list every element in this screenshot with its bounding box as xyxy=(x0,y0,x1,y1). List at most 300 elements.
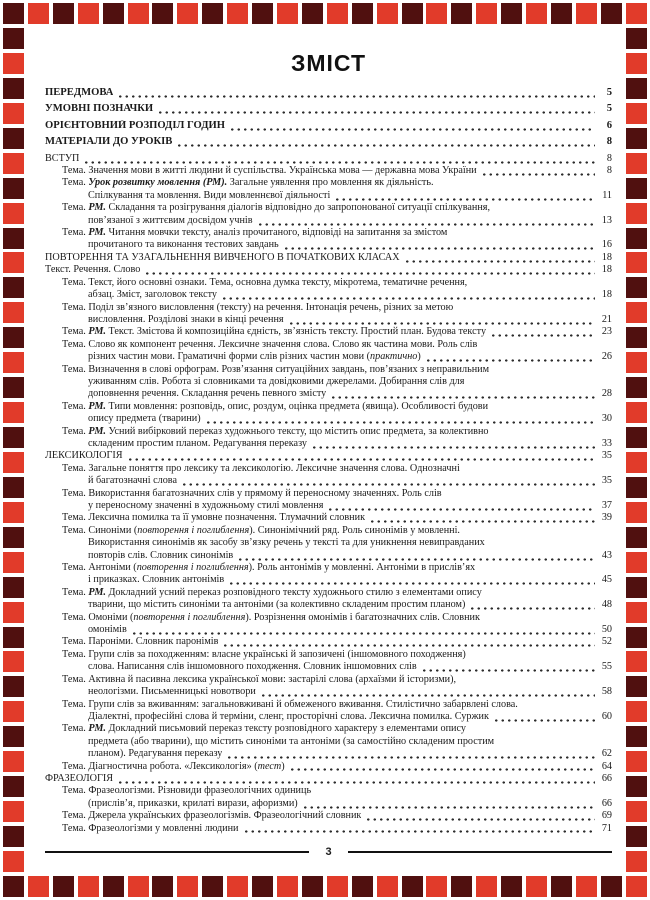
border-square xyxy=(327,876,348,897)
border-square xyxy=(626,153,647,174)
toc-entry-text: пов’язаної з життєвим досвідом учнів xyxy=(88,214,253,226)
toc-entry-text: предмета (або тварини), що містить синоніми та антоніми (за самостійно складеним простим xyxy=(88,735,495,747)
border-square xyxy=(227,876,248,897)
border-square xyxy=(78,876,99,897)
page-number: 39 xyxy=(601,512,612,524)
border-square xyxy=(626,577,647,598)
page-number: 55 xyxy=(601,661,612,673)
toc-entry xyxy=(45,153,612,165)
toc-line xyxy=(45,525,612,537)
border-square xyxy=(526,876,547,897)
border-square xyxy=(202,3,223,24)
toc-entry-text: Тема. Діагностична робота. «Лексикологія» (тест) xyxy=(62,760,285,772)
border-square xyxy=(626,178,647,199)
border-square xyxy=(277,876,298,897)
toc-entry-text: (прислів’я, приказки, крилаті вирази, афоризми) xyxy=(88,797,298,809)
toc-line xyxy=(45,252,612,264)
border-square xyxy=(3,402,24,423)
dot-leader xyxy=(181,477,595,487)
border-square xyxy=(626,302,647,323)
toc-entry-text: Тема. РМ. Докладний усний переказ розповідного тексту художнього стилю з елементами опису xyxy=(62,586,482,598)
border-square xyxy=(3,277,24,298)
border-square xyxy=(626,826,647,847)
toc-entry-text: Тема. РМ. Складання та розігрування діалогів відповідно до запропонованої ситуації спілкування, xyxy=(62,202,491,214)
toc-entry-text: Тема. РМ. Текст. Змістова й композиційна єдність, зв’язність тексту. Простий план. Будова тексту xyxy=(62,326,487,338)
toc-entry-text: Тема. Синоніми (повторення і поглиблення). Синонімічний ряд. Роль синонімів у мовленні. xyxy=(62,524,460,536)
border-square xyxy=(501,876,522,897)
page-number: 37 xyxy=(601,500,612,511)
border-left xyxy=(3,28,24,872)
toc-entry xyxy=(45,364,612,401)
toc-line xyxy=(45,810,612,822)
border-square xyxy=(576,876,597,897)
border-square xyxy=(551,876,572,897)
toc-entry xyxy=(45,761,612,773)
page-content xyxy=(45,26,612,835)
border-square xyxy=(3,602,24,623)
page-number: 35 xyxy=(601,450,612,462)
border-square xyxy=(626,627,647,648)
toc-entry xyxy=(45,636,612,648)
toc-entry-text: Тема. Антоніми (повторення і поглиблення). Роль антонімів у мовленні. Антоніми в прислів’ях xyxy=(62,562,476,574)
border-square xyxy=(626,602,647,623)
tema-label: Тема. xyxy=(62,326,89,338)
page-number: 5 xyxy=(606,103,612,115)
toc-entry-text: Тема. Джерела українських фразеологізмів. Фразеологічний словник xyxy=(62,810,362,822)
page-number: 16 xyxy=(601,239,612,251)
toc-line xyxy=(45,376,612,388)
toc-entry-text: Тема. Визначення в слові орфограм. Розв’язання ситуаційних завдань, пов’язаних з неправильним xyxy=(62,363,490,375)
border-square xyxy=(626,28,647,49)
toc-entry xyxy=(45,326,612,338)
toc-entry-text: ФРАЗЕОЛОГІЯ xyxy=(45,772,114,784)
border-square xyxy=(3,28,24,49)
toc-line xyxy=(45,364,612,376)
dot-leader xyxy=(289,763,595,773)
border-square xyxy=(3,3,24,24)
tema-label: Тема. xyxy=(62,165,89,177)
page-footer xyxy=(45,846,612,858)
border-square xyxy=(3,477,24,498)
tema-label: Тема. xyxy=(62,512,89,524)
border-square xyxy=(3,552,24,573)
toc-entry-text: повторів слів. Словник синонімів xyxy=(88,549,234,561)
toc-entry-text: у переносному значенні в художньому стилі мовлення xyxy=(88,500,324,511)
page-number: 69 xyxy=(601,810,612,822)
dot-leader xyxy=(260,688,595,698)
toc-entry xyxy=(45,785,612,810)
dot-leader xyxy=(83,155,595,165)
toc-entry xyxy=(45,264,612,276)
toc-entry xyxy=(45,401,612,426)
page-number: 13 xyxy=(601,214,612,226)
toc-line xyxy=(45,202,612,214)
toc-entry-text: Тема. Використання багатозначних слів у прямому й переносному значеннях. Роль слів xyxy=(62,487,442,499)
toc-line xyxy=(45,450,612,462)
border-square xyxy=(177,3,198,24)
dot-leader xyxy=(302,800,595,810)
border-square xyxy=(626,103,647,124)
toc-line xyxy=(45,401,612,413)
dot-leader xyxy=(176,138,595,149)
toc-entry-text: Тема. Лексична помилка та її умовне позначення. Тлумачний словник xyxy=(62,512,366,524)
page-number: 48 xyxy=(601,599,612,611)
page-number: 33 xyxy=(601,437,612,449)
border-square xyxy=(3,352,24,373)
toc-line xyxy=(45,87,612,99)
toc-entry-text: Спілкування та мовлення. Види мовленнєвої діяльності xyxy=(88,189,331,201)
border-square xyxy=(202,876,223,897)
tema-label: Тема. xyxy=(62,673,89,685)
tema-label: Тема. xyxy=(62,276,89,288)
toc-line xyxy=(45,699,612,711)
dot-leader xyxy=(288,316,595,326)
tema-label: Тема. xyxy=(62,648,89,660)
border-square xyxy=(451,876,472,897)
border-square xyxy=(626,78,647,99)
toc-entry xyxy=(45,463,612,488)
toc-line xyxy=(45,649,612,661)
toc-line xyxy=(45,388,612,400)
border-square xyxy=(626,277,647,298)
dot-leader xyxy=(369,515,595,525)
page-number: 45 xyxy=(601,574,612,586)
toc-entry-text: різних частин мови. Граматичні форми слів різних частин мови (практично) xyxy=(88,351,421,363)
tema-label: Тема. xyxy=(62,425,89,437)
toc-line xyxy=(45,326,612,338)
border-square xyxy=(28,3,49,24)
tema-label: Тема. xyxy=(62,487,89,499)
toc-line xyxy=(45,624,612,636)
border-square xyxy=(626,651,647,672)
border-square xyxy=(3,103,24,124)
toc-line xyxy=(45,339,612,351)
footer-rule-left xyxy=(45,851,309,853)
dot-leader xyxy=(327,502,595,512)
toc-entry-text: Тема. РМ. Усний вибірковий переказ художнього тексту, що містить опис предмета, за колективно xyxy=(62,425,489,437)
toc-entry-text: УМОВНІ ПОЗНАЧКИ xyxy=(45,103,154,115)
border-square xyxy=(3,327,24,348)
page-number: 35 xyxy=(601,475,612,487)
toc-entry xyxy=(45,773,612,785)
toc-line xyxy=(45,773,612,785)
page-number: 18 xyxy=(601,264,612,276)
border-square xyxy=(53,876,74,897)
tema-label: Тема. xyxy=(62,586,89,598)
border-square xyxy=(3,776,24,797)
border-square xyxy=(626,427,647,448)
page-number: 50 xyxy=(601,624,612,636)
border-square xyxy=(128,3,149,24)
border-square xyxy=(3,452,24,473)
tema-label: Тема. xyxy=(62,698,89,710)
toc-entry xyxy=(45,823,612,835)
toc-entry-text: неологізми. Письменницькі новотвори xyxy=(88,686,256,698)
border-square xyxy=(3,577,24,598)
toc-line xyxy=(45,761,612,773)
toc-entry-text: Тема. Поділ зв’язного висловлення (тексту) на речення. Інтонація речень, різних за метою xyxy=(62,301,454,313)
dot-leader xyxy=(229,122,595,133)
toc-entry-text: абзац. Зміст, заголовок тексту xyxy=(88,289,218,301)
border-square xyxy=(3,78,24,99)
tema-label: Тема. xyxy=(62,822,89,834)
page-number: 71 xyxy=(601,822,612,834)
dot-leader xyxy=(205,415,595,425)
footer-rule-right xyxy=(348,851,612,853)
border-square xyxy=(377,876,398,897)
toc-line xyxy=(45,277,612,289)
toc-line xyxy=(45,314,612,326)
toc-line xyxy=(45,239,612,251)
border-square xyxy=(352,3,373,24)
toc-entry-text: Тема. Урок розвитку мовлення (РМ). Загальне уявлення про мовлення як діяльність. xyxy=(62,177,434,189)
toc-entry-text: складеним простим планом. Редагування переказу xyxy=(88,437,307,449)
tema-label: Тема. xyxy=(62,785,89,797)
border-square xyxy=(626,228,647,249)
toc-entry xyxy=(45,525,612,562)
page-number: 21 xyxy=(601,313,612,325)
toc-line xyxy=(45,785,612,797)
border-square xyxy=(28,876,49,897)
toc-line xyxy=(45,587,612,599)
toc-entry-text: доповнення речення. Складання речень певного змісту xyxy=(88,388,327,400)
page-number: 66 xyxy=(601,772,612,784)
toc-entry-text: тварини, що містить синоніми та антоніми (за колективно складеним простим планом) xyxy=(88,599,466,611)
border-square xyxy=(152,3,173,24)
border-square xyxy=(626,676,647,697)
border-square xyxy=(3,876,24,897)
border-square xyxy=(501,3,522,24)
toc-entry-text: ПОВТОРЕННЯ ТА УЗАГАЛЬНЕННЯ ВИВЧЕНОГО В ПОЧАТКОВИХ КЛАСАХ xyxy=(45,251,400,263)
border-square xyxy=(626,128,647,149)
toc-line xyxy=(45,636,612,648)
tema-label: Тема. xyxy=(62,723,89,735)
toc-entry-text: Тема. РМ. Докладний письмовий переказ тексту розповідного характеру з елементами опису xyxy=(62,723,466,735)
border-square xyxy=(626,552,647,573)
border-square xyxy=(53,3,74,24)
border-square xyxy=(476,876,497,897)
dot-leader xyxy=(311,440,595,450)
dot-leader xyxy=(221,291,595,301)
border-right xyxy=(626,28,647,872)
toc-line xyxy=(45,120,612,132)
toc-line xyxy=(45,537,612,549)
dot-leader xyxy=(425,353,595,363)
tema-label: Тема. xyxy=(62,462,89,474)
border-square xyxy=(227,3,248,24)
dot-leader xyxy=(237,552,595,562)
toc-entry xyxy=(45,612,612,637)
toc-entry-text: Тема. Фразеологізми у мовленні людини xyxy=(62,822,239,834)
dot-leader xyxy=(490,329,595,339)
toc-entry-text: ПЕРЕДМОВА xyxy=(45,87,114,98)
toc-entry xyxy=(45,699,612,724)
page-number: 43 xyxy=(601,549,612,561)
toc-line xyxy=(45,612,612,624)
page-number: 23 xyxy=(601,326,612,338)
toc-entry-text: ВСТУП xyxy=(45,152,80,164)
toc-entry xyxy=(45,136,612,148)
toc-entry-text: Тема. Слово як компонент речення. Лексичне значення слова. Слово як частина мови. Роль слів xyxy=(62,338,478,350)
border-square xyxy=(626,452,647,473)
border-square xyxy=(3,228,24,249)
toc-entry-text: ЛЕКСИКОЛОГІЯ xyxy=(45,450,123,462)
toc-entry-text: Діалектні, професійні слова й терміни, сленг, просторічні слова. Лексична помилка. Суржик xyxy=(88,710,489,722)
toc-entry-text: уживанням слів. Робота зі словниками та довідковими джерелами. Добирання слів для xyxy=(88,375,465,387)
border-square xyxy=(3,153,24,174)
border-square xyxy=(576,3,597,24)
toc-entry-text: і приказках. Словник антонімів xyxy=(88,574,225,586)
toc-entry-text: Тема. Фразеологізми. Різновиди фразеологічних одиниць xyxy=(62,785,312,797)
toc-entry xyxy=(45,587,612,612)
toc-entry xyxy=(45,87,612,99)
border-square xyxy=(3,252,24,273)
border-square xyxy=(626,851,647,872)
border-square xyxy=(626,751,647,772)
page-number: 26 xyxy=(601,351,612,363)
toc-line xyxy=(45,723,612,735)
border-square xyxy=(3,302,24,323)
toc-entry xyxy=(45,202,612,227)
toc-entry xyxy=(45,302,612,327)
tema-label: Тема. xyxy=(62,636,89,648)
toc-entry xyxy=(45,165,612,177)
border-square xyxy=(3,53,24,74)
toc-entry-text: Тема. Омоніми (повторення і поглиблення). Розрізнення омонімів і багатозначних слів. Словник xyxy=(62,611,480,623)
tema-label: Тема. xyxy=(62,363,89,375)
border-square xyxy=(626,477,647,498)
border-square xyxy=(526,3,547,24)
tema-label: Тема. xyxy=(62,562,89,574)
page-number: 58 xyxy=(601,686,612,698)
border-square xyxy=(3,726,24,747)
toc-entry-text: опису предмета (тварини) xyxy=(88,413,201,425)
page-number: 30 xyxy=(601,413,612,425)
toc-line xyxy=(45,798,612,810)
toc-line xyxy=(45,413,612,425)
toc-entry xyxy=(45,103,612,115)
toc-entry-text: Тема. Активна й пасивна лексика української мови: застарілі слова (архаїзми й історизми), xyxy=(62,673,457,685)
toc-entry-text: прочитаного та виконання тестових завдань xyxy=(88,239,279,251)
border-square xyxy=(3,676,24,697)
toc-line xyxy=(45,488,612,500)
toc-line xyxy=(45,136,612,148)
toc-line xyxy=(45,190,612,202)
border-square xyxy=(3,203,24,224)
tema-label: Тема. xyxy=(62,177,89,189)
toc-line xyxy=(45,289,612,301)
border-square xyxy=(252,876,273,897)
dot-leader xyxy=(228,577,595,587)
border-square xyxy=(626,776,647,797)
border-square xyxy=(626,53,647,74)
toc-line xyxy=(45,674,612,686)
tema-label: Тема. xyxy=(62,338,89,350)
toc-entry-text: Використання синонімів як засобу зв’язку речень у тексті та для уникнення невиправданих xyxy=(88,537,485,549)
border-square xyxy=(177,876,198,897)
footer-page-number: 3 xyxy=(325,846,332,858)
toc-entry-text: Текст. Речення. Слово xyxy=(45,264,141,276)
page-number: 28 xyxy=(601,388,612,400)
border-square xyxy=(426,876,447,897)
tema-label: Тема. xyxy=(62,611,89,623)
tema-label: Тема. xyxy=(62,301,89,313)
dot-leader xyxy=(157,105,595,116)
border-square xyxy=(626,502,647,523)
toc-line xyxy=(45,736,612,748)
toc-entry xyxy=(45,177,612,202)
border-square xyxy=(352,876,373,897)
toc-line xyxy=(45,264,612,276)
toc-entry xyxy=(45,562,612,587)
toc-entry xyxy=(45,227,612,252)
toc-entry-text: омонімів xyxy=(88,624,127,636)
tema-label: Тема. xyxy=(62,810,89,822)
border-square xyxy=(601,876,622,897)
dot-leader xyxy=(222,639,595,649)
toc-line xyxy=(45,227,612,239)
dot-leader xyxy=(117,89,595,100)
toc-entry xyxy=(45,723,612,760)
table-of-contents xyxy=(45,87,612,835)
border-square xyxy=(601,3,622,24)
toc-line xyxy=(45,512,612,524)
toc-entry-text: Тема. Групи слів за походженням: власне українські й запозичені (іншомовного походження) xyxy=(62,648,466,660)
dot-leader xyxy=(493,713,595,723)
border-square xyxy=(626,402,647,423)
toc-entry xyxy=(45,339,612,364)
border-square xyxy=(3,751,24,772)
page-number: 8 xyxy=(606,165,612,177)
dot-leader xyxy=(131,626,595,636)
toc-entry xyxy=(45,450,612,462)
border-bottom xyxy=(3,876,647,897)
border-square xyxy=(3,427,24,448)
border-square xyxy=(551,3,572,24)
border-square xyxy=(302,876,323,897)
toc-entry xyxy=(45,120,612,132)
toc-entry-text: Тема. РМ. Читання мовчки тексту, аналіз прочитаного, відповіді на запитання за змістом xyxy=(62,227,448,239)
border-square xyxy=(402,876,423,897)
toc-entry xyxy=(45,810,612,822)
toc-entry xyxy=(45,277,612,302)
dot-leader xyxy=(469,601,595,611)
toc-entry-text: Тема. Пароніми. Словник паронімів xyxy=(62,636,219,648)
page-number: 66 xyxy=(601,797,612,809)
dot-leader xyxy=(283,242,595,252)
toc-entry-text: й багатозначні слова xyxy=(88,475,177,487)
border-square xyxy=(426,3,447,24)
toc-entry-text: МАТЕРІАЛИ ДО УРОКІВ xyxy=(45,136,173,148)
page-number: 64 xyxy=(601,760,612,772)
toc-line xyxy=(45,165,612,177)
border-square xyxy=(3,128,24,149)
page-number: 60 xyxy=(601,710,612,722)
toc-entry-text: Тема. Текст, його основні ознаки. Тема, основна думка тексту, мікротема, тематичне речення, xyxy=(62,276,468,288)
border-square xyxy=(3,627,24,648)
toc-entry-text: Тема. Значення мови в житті людини й суспільства. Українська мова — державна мова України xyxy=(62,165,477,177)
dot-leader xyxy=(404,254,595,264)
page-number: 18 xyxy=(601,289,612,301)
toc-line xyxy=(45,215,612,227)
border-square xyxy=(3,826,24,847)
page-number: 62 xyxy=(601,748,612,760)
dot-leader xyxy=(144,267,595,277)
page-number: 6 xyxy=(606,119,612,131)
toc-entry xyxy=(45,512,612,524)
border-square xyxy=(626,352,647,373)
page-number: 8 xyxy=(606,136,612,148)
